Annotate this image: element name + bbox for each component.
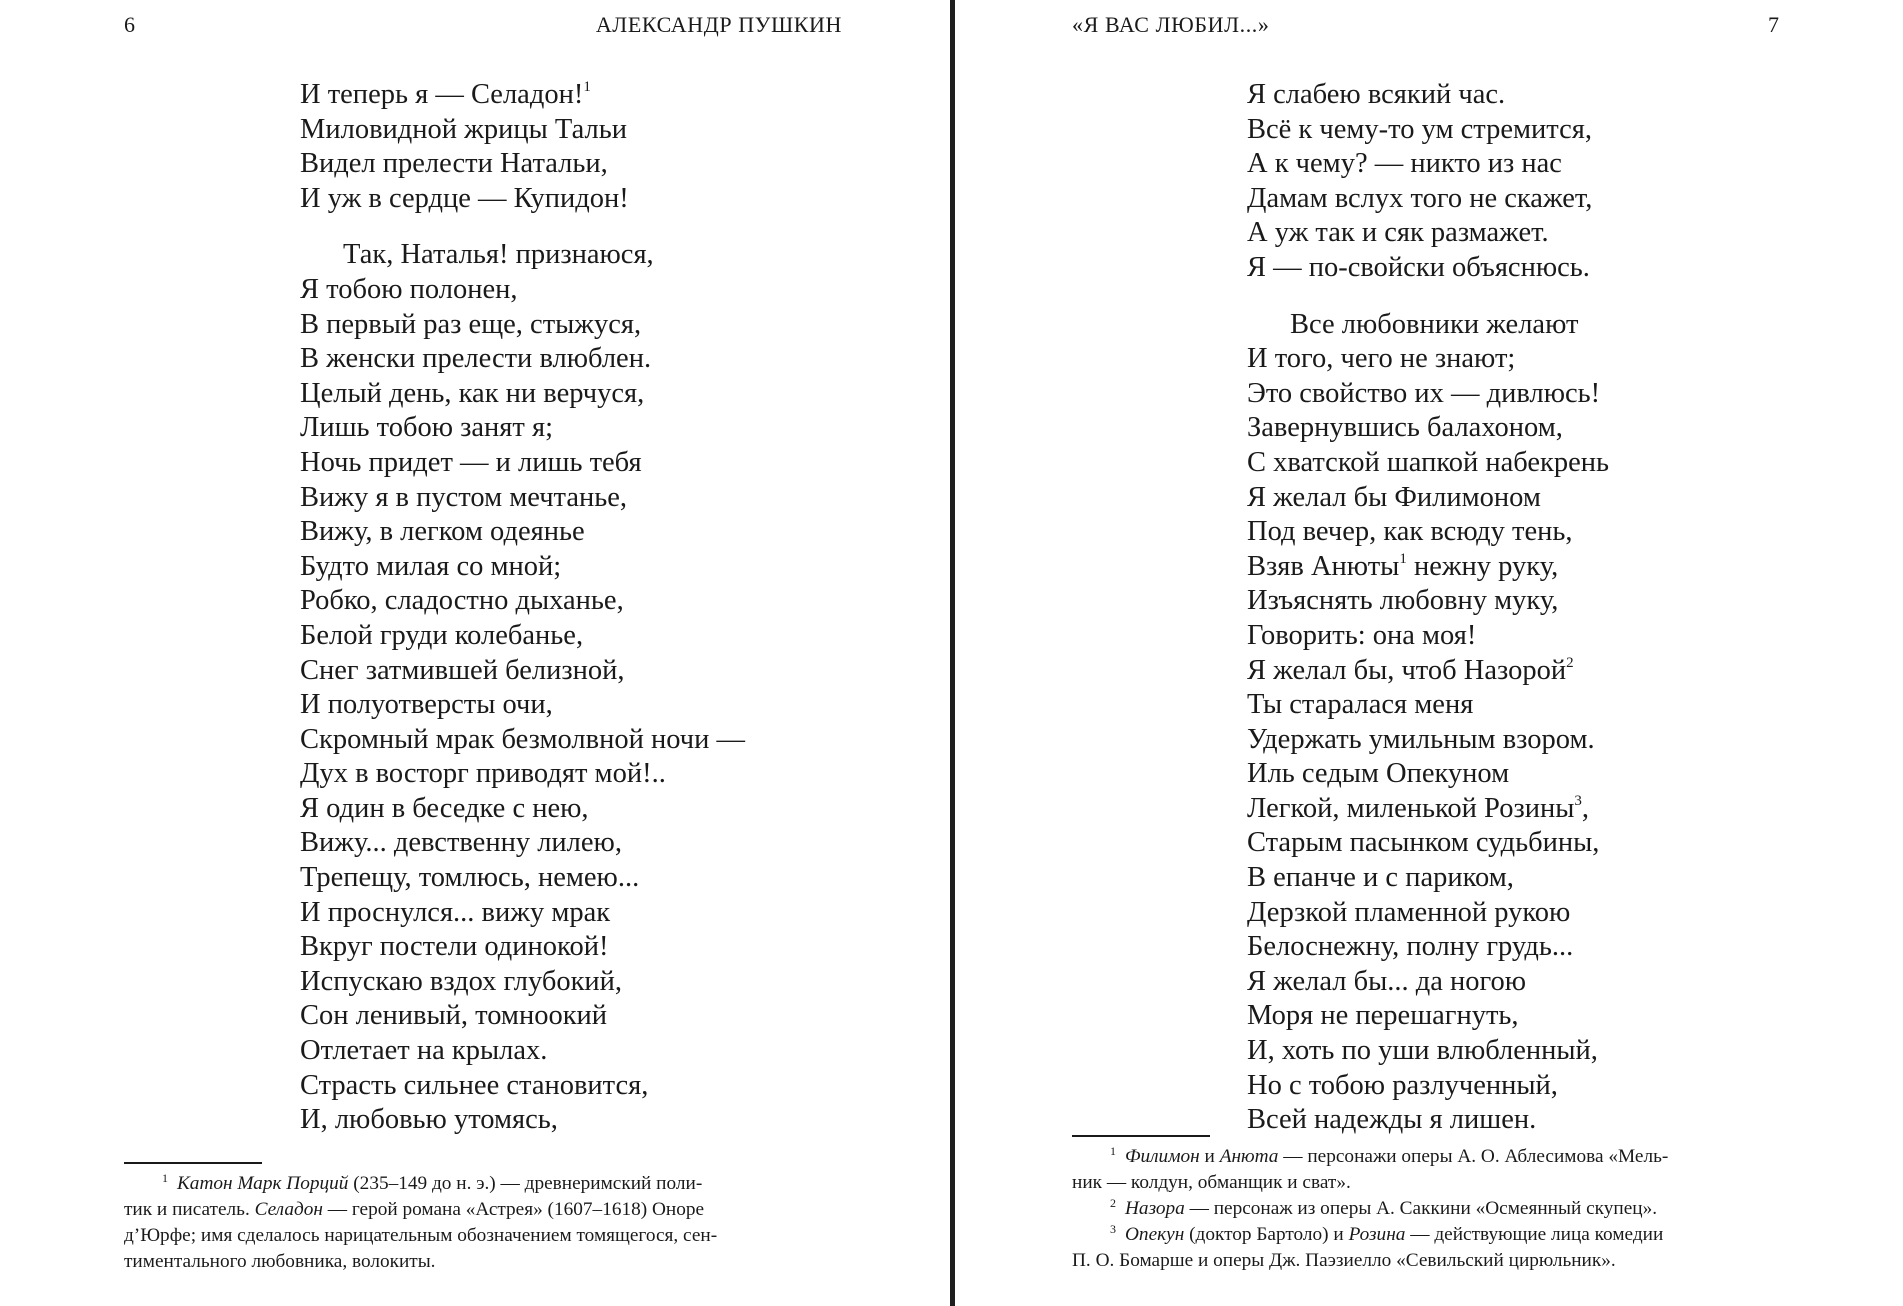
poem-line: [300, 826, 745, 861]
poem-line-text: Ты старалася меня: [1247, 689, 1474, 721]
footnote-ref: 2: [1566, 654, 1574, 671]
poem-line: [300, 411, 745, 446]
poem-line-text: Вижу, в легком одеянье: [300, 516, 585, 548]
footnote-ref: 1: [583, 79, 591, 95]
poem-line-text: Все любовники желают: [1290, 308, 1579, 340]
poem-line: [300, 861, 745, 896]
poem-line-text: Легкой, миленькой Розины: [1247, 792, 1575, 824]
poem-line: [1247, 251, 1609, 286]
footnote: [124, 1171, 844, 1275]
poem-line-text: И полуотверсты очи,: [300, 689, 553, 721]
poem-line: [300, 723, 745, 758]
footnote-text: — персонаж из оперы А. Саккини «Осмеянный скупец».: [1184, 1198, 1658, 1219]
poem-line-text: И теперь я — Селадон!: [300, 79, 584, 110]
poem-line: [300, 273, 745, 308]
right-footnote-rule: [1072, 1135, 1210, 1137]
footnote-italic: Опекун: [1125, 1224, 1185, 1245]
footnote-line: [124, 1171, 844, 1197]
footnote-line: [1072, 1196, 1782, 1222]
poem-line-text: Видел прелести Натальи,: [300, 148, 608, 180]
poem-line: [1247, 861, 1609, 896]
poem-line-text: Дерзкой пламенной рукою: [1247, 896, 1571, 928]
poem-line: [300, 446, 745, 481]
footnote-italic: Розина: [1348, 1224, 1406, 1245]
poem-line: [300, 550, 745, 585]
poem-line-text: В епанче и с париком,: [1247, 862, 1514, 894]
poem-line-text: В первый раз еще, стыжуся,: [300, 308, 642, 340]
left-footnotes: [124, 1171, 844, 1275]
poem-line: [1247, 446, 1609, 481]
poem-line-text: Я желал бы Филимоном: [1247, 481, 1541, 513]
poem-line-text: Миловидной жрицы Тальи: [300, 113, 627, 145]
poem-line: [1247, 550, 1609, 585]
poem-line: [1247, 515, 1609, 550]
stanza: [1247, 78, 1609, 286]
stanza-gap: [1247, 286, 1609, 308]
footnote-mark: 1: [1110, 1144, 1116, 1158]
poem-line-text: Трепещу, томлюсь, немею...: [300, 862, 640, 894]
poem-line-text: Дух в восторг приводят мой!..: [300, 758, 666, 790]
poem-line: [1247, 1103, 1609, 1138]
poem-line-text: В женски прелести влюблен.: [300, 343, 652, 375]
footnote-italic: Катон Марк Порций: [177, 1173, 349, 1194]
footnote-text: и: [1199, 1146, 1220, 1167]
poem-line-text: Всё к чему-то ум стремится,: [1247, 113, 1592, 145]
poem-line-text: Иль седым Опекуном: [1247, 758, 1510, 790]
poem-line: [1247, 377, 1609, 412]
right-running-title: «Я ВАС ЛЮБИЛ...»: [1072, 12, 1270, 37]
poem-line: [1247, 896, 1609, 931]
stanza: [1247, 308, 1609, 1138]
poem-line-text: И уж в сердце — Купидон!: [300, 182, 629, 214]
poem-line-text: Я один в беседке с нею,: [300, 792, 589, 824]
footnote: [1072, 1222, 1782, 1274]
footnote-text: П. О. Бомарше и оперы Дж. Паэзиелло «Севильский цирюльник».: [1072, 1250, 1616, 1271]
poem-line-text: Старым пасынком судьбины,: [1247, 827, 1600, 859]
poem-line: [1247, 930, 1609, 965]
footnote-line: [1072, 1144, 1782, 1170]
footnote-italic: Назора: [1125, 1198, 1185, 1219]
footnote: [1072, 1196, 1782, 1222]
poem-line: [1247, 342, 1609, 377]
poem-line: [1247, 147, 1609, 182]
poem-line-text: Всей надежды я лишен.: [1247, 1104, 1537, 1136]
footnote-ref: 3: [1574, 792, 1582, 809]
poem-line: [1247, 757, 1609, 792]
footnote-ref: 1: [1399, 550, 1407, 567]
poem-line-text: Удержать умильным взором.: [1247, 723, 1595, 755]
poem-line-text: Взяв Анюты: [1247, 550, 1400, 582]
poem-line: [1247, 584, 1609, 619]
poem-line: [1247, 308, 1609, 343]
right-page-number: 7: [1768, 12, 1779, 37]
footnote-text: ник — колдун, обманщик и сват».: [1072, 1172, 1351, 1193]
footnote: [1072, 1144, 1782, 1196]
poem-line: [1247, 411, 1609, 446]
poem-line-text: Белоснежну, полну грудь...: [1247, 931, 1574, 963]
poem-line: [300, 965, 745, 1000]
stanza: [300, 78, 745, 216]
poem-line: [300, 688, 745, 723]
poem-line: [300, 1103, 745, 1138]
stanza-gap: [300, 216, 745, 238]
left-page: [0, 0, 950, 1306]
poem-line: [1247, 792, 1609, 827]
poem-line: [300, 1034, 745, 1069]
poem-line: [1247, 999, 1609, 1034]
stanza: [300, 238, 745, 1137]
poem-line: [300, 999, 745, 1034]
poem-line: [300, 377, 745, 412]
poem-line-text: Ночь придет — и лишь тебя: [300, 446, 642, 478]
poem-line: [1247, 182, 1609, 217]
poem-line-text: Вижу я в пустом мечтанье,: [300, 481, 628, 513]
poem-line-text: Белой груди колебанье,: [300, 619, 584, 651]
left-page-number: 6: [124, 12, 135, 37]
footnote-line: [124, 1223, 844, 1249]
poem-line-text: Испускаю вздох глубокий,: [300, 965, 623, 997]
poem-line-text: Я слабею всякий час.: [1247, 79, 1506, 110]
poem-line-text: И того, чего не знают;: [1247, 343, 1516, 375]
poem-line: [300, 757, 745, 792]
footnote-text: — герой романа «Астрея» (1607–1618) Оноре: [322, 1199, 705, 1220]
poem-line: [300, 930, 745, 965]
poem-line-text: Завернувшись балахоном,: [1247, 412, 1563, 444]
poem-line: [300, 896, 745, 931]
poem-line-text: Под вечер, как всюду тень,: [1247, 516, 1573, 548]
footnote-text: (235–149 до н. э.) — древнеримский поли-: [348, 1173, 703, 1194]
footnote-text: — персонажи оперы А. О. Аблесимова «Мель-: [1278, 1146, 1669, 1167]
footnote-text: тик и писатель.: [124, 1199, 255, 1220]
footnote-text: тиментального любовника, волокиты.: [124, 1251, 436, 1272]
poem-line-text: И, любовью утомясь,: [300, 1104, 558, 1136]
poem-line-text: И проснулся... вижу мрак: [300, 896, 611, 928]
poem-line-text: С хватской шапкой набекрень: [1247, 446, 1610, 478]
footnote-line: [124, 1197, 844, 1223]
poem-line: [1247, 654, 1609, 689]
poem-line-text: А к чему? — никто из нас: [1247, 148, 1562, 180]
footnote-line: [1072, 1170, 1782, 1196]
poem-line-text: Сон ленивый, томноокий: [300, 1000, 608, 1032]
poem-line-text: Отлетает на крылах.: [300, 1035, 548, 1067]
footnote-text: (доктор Бартоло) и: [1184, 1224, 1349, 1245]
poem-line: [1247, 826, 1609, 861]
poem-line: [300, 78, 745, 113]
right-poem: [1247, 78, 1609, 1138]
poem-line: [300, 113, 745, 148]
poem-line: [1247, 481, 1609, 516]
poem-line-text: Моря не перешагнуть,: [1247, 1000, 1519, 1032]
poem-line-text: Я — по-свойски объяснюсь.: [1247, 251, 1590, 283]
right-page: [958, 0, 1903, 1306]
poem-line: [300, 1069, 745, 1104]
poem-line-text: Говорить: она моя!: [1247, 619, 1477, 651]
poem-line-text: Дамам вслух того не скажет,: [1247, 182, 1593, 214]
poem-line: [300, 342, 745, 377]
poem-line: [300, 619, 745, 654]
poem-line-text: Я тобою полонен,: [300, 273, 518, 305]
poem-line-text: Скромный мрак безмолвной ночи —: [300, 723, 745, 755]
poem-line: [300, 238, 745, 273]
footnote-text: — действующие лица комедии: [1405, 1224, 1664, 1245]
footnote-line: [1072, 1222, 1782, 1248]
poem-line: [1247, 619, 1609, 654]
poem-line-text: Вкруг постели одинокой!: [300, 931, 609, 963]
poem-line-text: Робко, сладостно дыханье,: [300, 585, 624, 617]
footnote-italic: Селадон: [254, 1199, 323, 1220]
poem-line-tail: нежну руку,: [1406, 550, 1559, 582]
poem-line: [1247, 78, 1609, 113]
poem-line-text: Будто милая со мной;: [300, 550, 562, 582]
footnote-mark: 3: [1110, 1222, 1116, 1236]
poem-line-text: Страсть сильнее становится,: [300, 1069, 649, 1101]
poem-line-text: Так, Наталья! признаюся,: [343, 239, 654, 271]
poem-line-text: Я желал бы, чтоб Назорой: [1247, 654, 1567, 686]
poem-line: [1247, 1069, 1609, 1104]
poem-line-text: Я желал бы... да ногою: [1247, 965, 1527, 997]
poem-line: [1247, 723, 1609, 758]
poem-line: [1247, 216, 1609, 251]
footnote-italic: Филимон: [1125, 1146, 1200, 1167]
footnote-mark: 1: [162, 1171, 168, 1185]
poem-line-text: Это свойство их — дивлюсь!: [1247, 377, 1601, 409]
poem-line: [1247, 688, 1609, 723]
poem-line-tail: ,: [1581, 792, 1589, 824]
poem-line-text: А уж так и сяк размажет.: [1247, 217, 1549, 249]
poem-line-text: Но с тобою разлученный,: [1247, 1069, 1558, 1101]
poem-line: [300, 147, 745, 182]
poem-line: [300, 584, 745, 619]
poem-line-text: Лишь тобою занят я;: [300, 412, 554, 444]
poem-line-text: Вижу... девственну лилею,: [300, 827, 622, 859]
poem-line: [300, 792, 745, 827]
footnote-line: [1072, 1248, 1782, 1274]
poem-line: [300, 481, 745, 516]
left-running-title: АЛЕКСАНДР ПУШКИН: [595, 12, 842, 37]
footnote-mark: 2: [1110, 1196, 1116, 1210]
poem-line: [1247, 965, 1609, 1000]
poem-line-text: Изъяснять любовну муку,: [1247, 585, 1559, 617]
poem-line-text: И, хоть по уши влюбленный,: [1247, 1035, 1598, 1067]
footnote-text: д’Юрфе; имя сделалось нарицательным обозначением томящегося, сен-: [124, 1225, 718, 1246]
poem-line: [300, 515, 745, 550]
poem-line-text: Снег затмившей белизной,: [300, 654, 625, 686]
footnote-line: [124, 1249, 844, 1275]
right-footnotes: [1072, 1144, 1782, 1274]
poem-line: [300, 654, 745, 689]
left-poem: [300, 78, 745, 1138]
poem-line: [1247, 1034, 1609, 1069]
footnote-italic: Анюта: [1219, 1146, 1279, 1167]
poem-line-text: Целый день, как ни верчуся,: [300, 377, 645, 409]
left-footnote-rule: [124, 1162, 262, 1164]
book-spine: [950, 0, 955, 1306]
poem-line: [1247, 113, 1609, 148]
poem-line: [300, 182, 745, 217]
poem-line: [300, 308, 745, 343]
